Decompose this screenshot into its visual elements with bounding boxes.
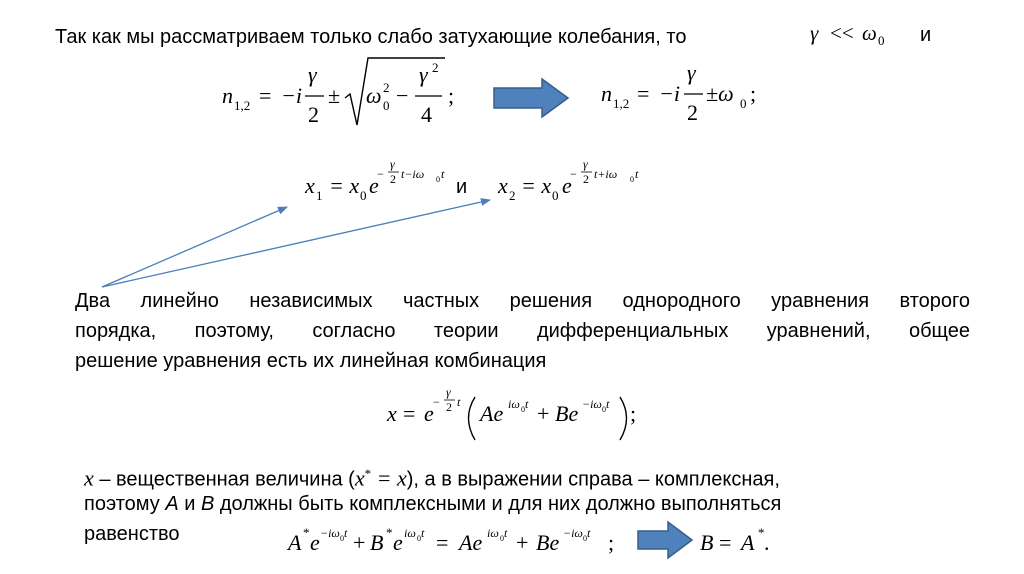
- plus-minus: ±: [328, 83, 341, 108]
- paragraph-real-quantity: [84, 459, 781, 549]
- exponent-rest: t+iω: [594, 167, 618, 181]
- exp-3-t: t: [504, 526, 508, 540]
- x2-subscript: 2: [509, 188, 516, 203]
- paragraph-line: [84, 489, 781, 519]
- A-star: *: [758, 525, 765, 540]
- fraction-denominator-four: 4: [421, 102, 432, 127]
- text-segment: поэтому: [84, 493, 166, 515]
- fraction-numerator-gamma: γ: [308, 62, 317, 87]
- Ae-term: Ae: [459, 530, 483, 555]
- exp-1: −iω: [320, 526, 340, 540]
- intro-text: Так как мы рассматриваем только слабо затухающие колебания, то: [55, 26, 687, 48]
- exponent-two: 2: [390, 172, 396, 186]
- n-symbol: n: [601, 81, 612, 106]
- exponent-gamma: γ: [390, 157, 395, 171]
- n-symbol: n: [222, 83, 233, 108]
- paragraph-line: порядка, поэтому, согласно теории дифференциальных уравнений, общее: [75, 320, 970, 342]
- solution-x2: [497, 157, 639, 203]
- exponent-subscript: 0: [436, 175, 440, 184]
- exp-3: iω: [487, 526, 499, 540]
- paragraph-line: Два линейно независимых частных решения однородного уравнения второго: [75, 290, 970, 312]
- B-term: Be: [555, 401, 579, 426]
- exponent-two: 2: [446, 400, 452, 414]
- omega-square: 2: [383, 80, 390, 95]
- minus-i: −i: [659, 81, 680, 106]
- semicolon: ;: [608, 530, 615, 555]
- x-symbol: x: [387, 401, 397, 426]
- exponent-gamma: γ: [446, 385, 451, 399]
- exponent-two: 2: [583, 172, 589, 186]
- plus-minus-omega: ±ω: [706, 81, 734, 106]
- exponent-base: e: [369, 173, 379, 198]
- x1-subscript: 1: [316, 188, 323, 203]
- minus-i: −i: [281, 83, 302, 108]
- exponent-subscript: 0: [630, 175, 634, 184]
- equals-sign: =: [259, 83, 272, 108]
- equals-sign: =: [719, 530, 732, 555]
- omega-subscript: 0: [878, 33, 885, 48]
- exp-4-t: t: [587, 526, 591, 540]
- x0-symbol: = x: [329, 173, 360, 198]
- B-exponent-t: t: [606, 397, 610, 411]
- A-symbol: A: [288, 530, 302, 555]
- paragraph-line: решение уравнения есть их линейная комбинация: [75, 350, 547, 372]
- text-segment: должны быть комплексными и для них должно выполняться: [214, 493, 782, 515]
- exponent-t: t: [457, 395, 461, 409]
- B-exponent: −iω: [582, 397, 602, 411]
- and-word: и: [456, 176, 468, 198]
- pointer-arrow-x1: [102, 207, 287, 287]
- x-variable: x: [84, 465, 94, 491]
- much-less-symbol: <<: [830, 21, 854, 45]
- x0-subscript: 0: [552, 188, 559, 203]
- e-2: e: [393, 530, 403, 555]
- left-paren: [469, 397, 476, 440]
- plus-1: +: [353, 530, 366, 555]
- semicolon: ;: [750, 81, 757, 106]
- roots-simplified-formula: [601, 60, 756, 125]
- A-exponent: iω: [508, 397, 520, 411]
- B-exponent-subscript: 0: [602, 405, 606, 414]
- x2-symbol: x: [498, 173, 508, 198]
- star-symbol: *: [364, 466, 372, 481]
- omega-symbol: ω: [366, 83, 382, 108]
- x0-symbol: = x: [521, 173, 552, 198]
- x-equals: = x: [371, 465, 407, 491]
- Be-term: Be: [536, 530, 560, 555]
- roots-formula: [222, 58, 454, 127]
- text-segment: – вещественная величина (: [93, 468, 355, 491]
- A-exponent-subscript: 0: [521, 405, 525, 414]
- B-symbol: B: [700, 530, 714, 555]
- A-term: Ae: [480, 401, 504, 426]
- exp-2: iω: [404, 526, 416, 540]
- intro-and: и: [920, 24, 932, 46]
- A-symbol: A: [741, 530, 755, 555]
- exp-2-sub: 0: [417, 534, 421, 543]
- B-symbol: B: [370, 530, 384, 555]
- semicolon: ;: [448, 83, 455, 108]
- exponent-minus: −: [377, 167, 384, 181]
- n-subscript: 1,2: [234, 98, 251, 113]
- paragraph-line: равенство: [84, 523, 180, 545]
- solution-x1: [304, 157, 445, 203]
- pointer-arrow-x2: [102, 200, 490, 287]
- x-conjugate: x: [354, 465, 365, 491]
- x1-symbol: x: [305, 173, 315, 198]
- fraction-numerator-gamma: γ: [687, 60, 696, 85]
- right-paren: [620, 397, 627, 440]
- e-1: e: [310, 530, 320, 555]
- A-exponent-t: t: [525, 397, 529, 411]
- gamma-square: 2: [432, 60, 439, 75]
- equals-sign: =: [436, 530, 449, 555]
- exp-4: −iω: [563, 526, 583, 540]
- general-solution-formula: [386, 385, 636, 440]
- equals-sign: =: [403, 401, 416, 426]
- n-subscript: 1,2: [613, 96, 630, 111]
- plus-2: +: [516, 530, 529, 555]
- exponent-minus: −: [433, 395, 440, 409]
- exp-1-sub: 0: [340, 534, 344, 543]
- gamma-symbol: γ: [810, 21, 819, 45]
- omega-subscript: 0: [383, 98, 390, 113]
- exponent-t: t: [441, 167, 445, 181]
- omega-subscript: 0: [740, 96, 747, 111]
- condition-formula: [810, 21, 885, 48]
- A-variable: A: [165, 493, 179, 515]
- text-segment: ), а в выражении справа – комплексная,: [406, 468, 780, 491]
- exponent-t: t: [635, 167, 639, 181]
- B-variable: B: [200, 493, 215, 515]
- exponent-gamma: γ: [583, 157, 588, 171]
- plus-sign: +: [537, 401, 550, 426]
- A-star: *: [303, 525, 310, 540]
- paragraph-line: [84, 459, 781, 489]
- dot: .: [764, 530, 770, 555]
- equals-sign: =: [637, 81, 650, 106]
- exp-1-t: t: [344, 526, 348, 540]
- omega-symbol: ω: [862, 21, 877, 45]
- gamma-numerator: γ: [419, 62, 428, 87]
- exp-4-sub: 0: [583, 534, 587, 543]
- B-star: *: [386, 525, 393, 540]
- x0-subscript: 0: [360, 188, 367, 203]
- block-arrow-right-icon: [494, 79, 568, 117]
- exponent-minus: −: [570, 167, 577, 181]
- text-segment: и: [178, 493, 201, 515]
- fraction-denominator-two: 2: [687, 100, 698, 125]
- exponent-base: e: [424, 401, 434, 426]
- semicolon: ;: [630, 401, 637, 426]
- fraction-denominator-two: 2: [308, 102, 319, 127]
- minus-sign: −: [396, 83, 409, 108]
- exponent-rest: t−iω: [401, 167, 425, 181]
- exponent-base: e: [562, 173, 572, 198]
- paragraph-linear-combination: [75, 286, 970, 376]
- exp-2-t: t: [421, 526, 425, 540]
- exp-3-sub: 0: [500, 534, 504, 543]
